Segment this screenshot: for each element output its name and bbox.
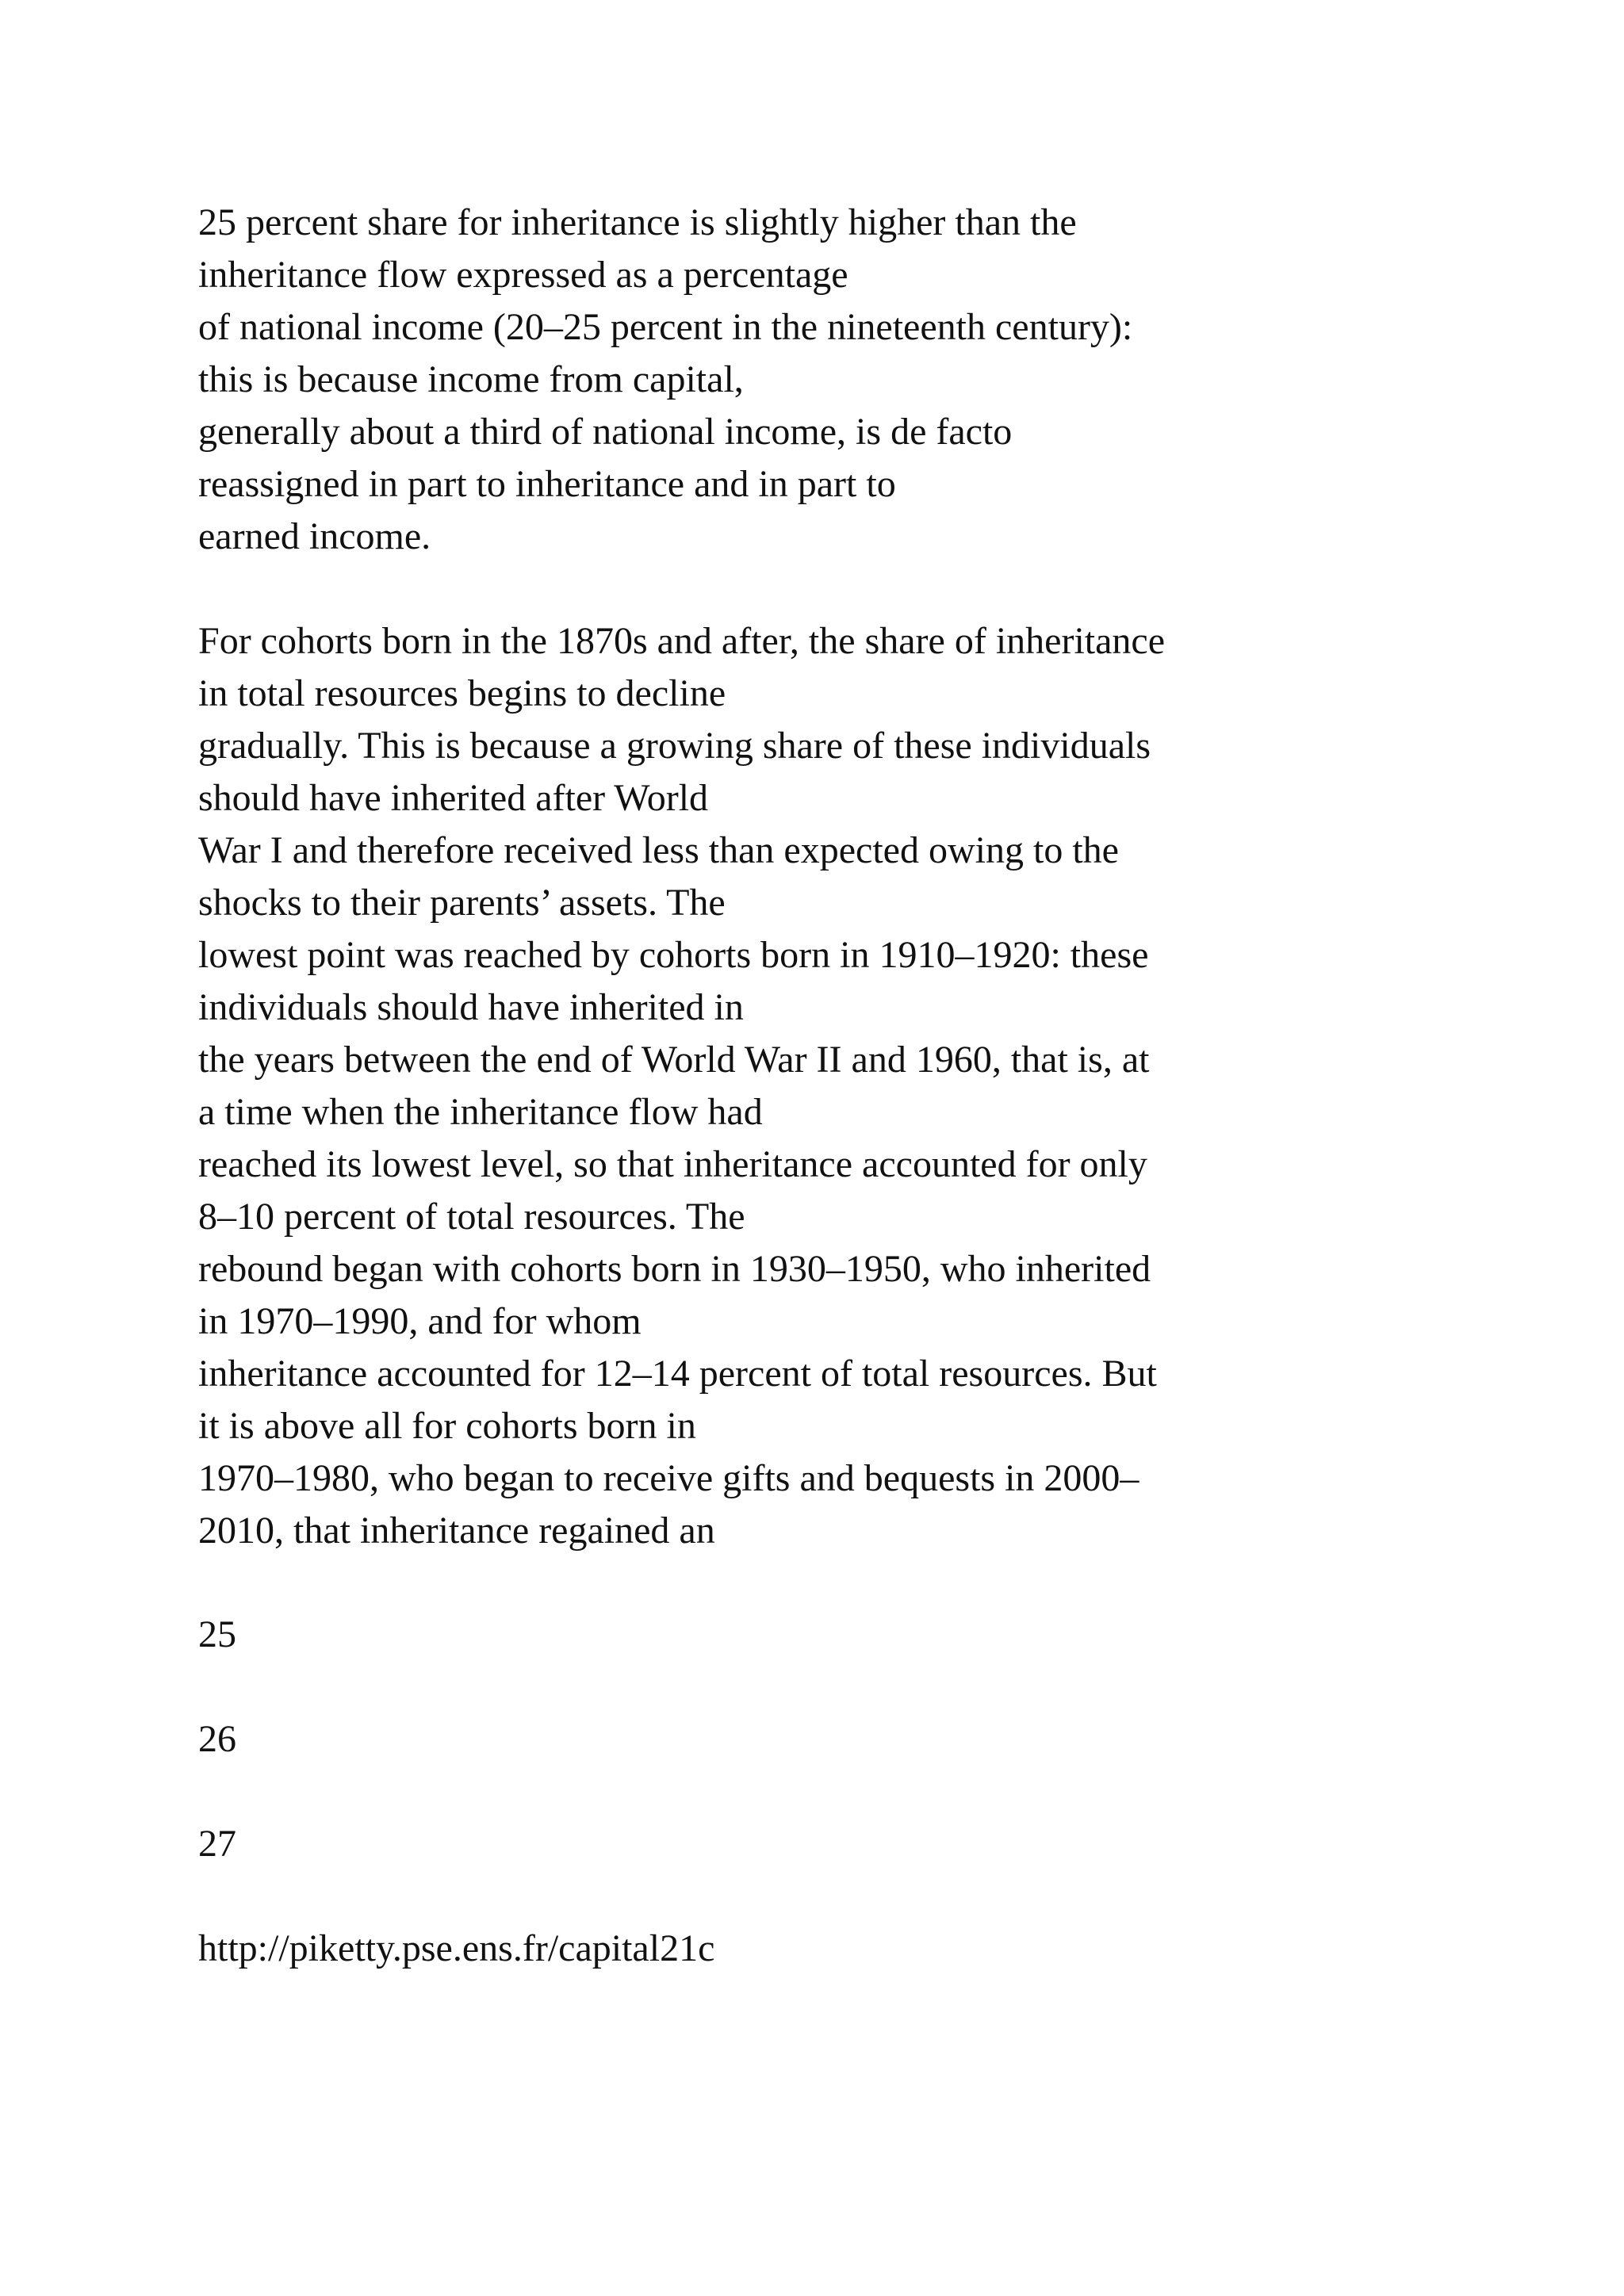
text-line: War I and therefore received less than expected owing to the: [198, 829, 1119, 871]
paragraph-cohorts: [198, 615, 1594, 1557]
text-line: 2010, that inheritance regained an: [198, 1510, 715, 1552]
text-line: of national income (20–25 percent in the nineteenth century):: [198, 306, 1133, 348]
text-line: this is because income from capital,: [198, 358, 744, 400]
text-line: reassigned in part to inheritance and in part to: [198, 463, 896, 505]
text-line: lowest point was reached by cohorts born in 1910–1920: these: [198, 934, 1149, 976]
text-line: the years between the end of World War II and 1960, that is, at: [198, 1039, 1150, 1081]
footnote-number: 25: [198, 1613, 236, 1655]
text-line: individuals should have inherited in: [198, 986, 744, 1028]
text-line: rebound began with cohorts born in 1930–1950, who inherited: [198, 1248, 1151, 1290]
text-line: 25 percent share for inheritance is slightly higher than the: [198, 201, 1077, 243]
text-line: it is above all for cohorts born in: [198, 1405, 696, 1447]
text-line: in total resources begins to decline: [198, 672, 726, 714]
text-line: inheritance flow expressed as a percentage: [198, 254, 848, 296]
paragraph-inheritance-share: [198, 197, 1594, 563]
text-line: should have inherited after World: [198, 777, 709, 819]
footnote-number: 26: [198, 1718, 236, 1760]
text-line: 8–10 percent of total resources. The: [198, 1196, 745, 1238]
text-line: gradually. This is because a growing share of these individuals: [198, 725, 1151, 767]
text-line: in 1970–1990, and for whom: [198, 1300, 642, 1342]
text-line: reached its lowest level, so that inheritance accounted for only: [198, 1143, 1147, 1185]
text-line: 1970–1980, who began to receive gifts and bequests in 2000–: [198, 1457, 1139, 1499]
text-line: a time when the inheritance flow had: [198, 1091, 763, 1133]
text-line: shocks to their parents’ assets. The: [198, 882, 726, 924]
source-url-link[interactable]: http://piketty.pse.ens.fr/capital21c: [198, 1927, 715, 1969]
text-line: For cohorts born in the 1870s and after, the share of inheritance: [198, 620, 1166, 662]
text-line: generally about a third of national income, is de facto: [198, 411, 1013, 453]
text-line: earned income.: [198, 515, 431, 557]
footnote-number: 27: [198, 1823, 236, 1865]
text-line: inheritance accounted for 12–14 percent of total resources. But: [198, 1353, 1157, 1395]
